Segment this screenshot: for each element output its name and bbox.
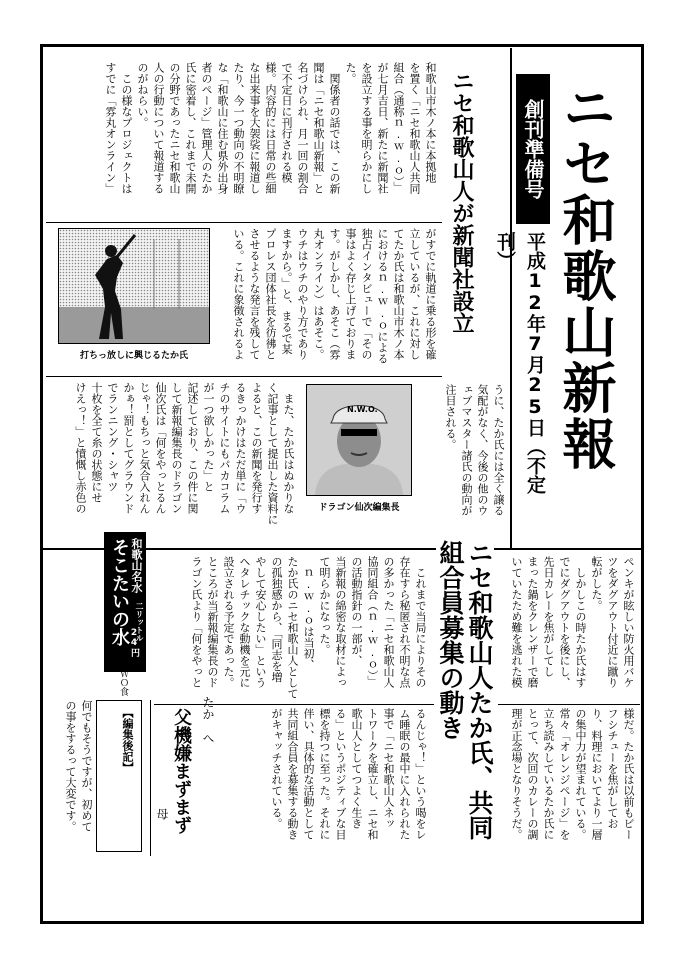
sports-line: しかしこの時たか氏はす — [574, 556, 587, 688]
cooperative-line: の孤独感から、「同志を増 — [270, 556, 283, 683]
founding-line: チのサイトにもパカコラム — [218, 382, 231, 514]
sports-line: でにダグアウトを後にし、 — [558, 556, 571, 688]
cooperative-line: 存在すら秘匿され不明な点 — [398, 556, 411, 688]
golfer-silhouette-icon — [59, 229, 209, 343]
founding-body-a — [50, 62, 438, 212]
cooperative-line: やして安心したい」という — [254, 556, 267, 688]
founding-line: を置く「ニセ和歌山人共同 — [408, 62, 421, 194]
founding-line: いる。これに象徴されるよ — [232, 228, 245, 360]
founding-line: この様なプロジェクトは — [120, 62, 133, 194]
sports-line: 様だ。たか氏は以前もビー — [622, 708, 635, 840]
founding-line: させるような発言を残して — [248, 228, 261, 360]
founding-line: く記事として提出した資料に — [266, 382, 279, 525]
editor-portrait-icon — [307, 385, 411, 495]
rule-letter — [150, 700, 151, 856]
founding-line: 様。内容的には日常の些細 — [264, 62, 277, 194]
cooperative-line: 標を持つに至った。それに — [318, 708, 331, 840]
founding-line: がすでに軌道に乗る形を確 — [424, 228, 437, 360]
editor-note-line: 何でもそうですが、初めて — [80, 700, 93, 832]
sports-body-a — [500, 556, 636, 702]
cooperative-line: 歌山人としてつよく生き — [350, 708, 363, 829]
issue-date: 平成12年7月25日（不定刊） — [494, 232, 546, 494]
cooperative-line: がキャッチされている。 — [270, 708, 283, 829]
founding-line: のがねらい。 — [136, 62, 149, 128]
founding-line: 丸オンライン）はあそこ。 — [312, 228, 325, 360]
cooperative-line: 協同組合（ｎ.ｗ.ｏ）」 — [366, 556, 379, 687]
golf-photo — [58, 228, 210, 344]
ad-price: 24円 — [129, 628, 139, 657]
founding-line: におけるｎ.ｗ.ｏによる — [376, 228, 389, 364]
sports-line: いていたため難を逃れた模 — [510, 556, 523, 688]
founding-line: 事はよく存じ上げておりま — [344, 228, 357, 360]
founding-line: じゃ！もちっと気合入れん — [138, 382, 151, 514]
founding-line: 十枚を全て糸の状態にせ — [90, 382, 103, 503]
sports-body-b — [500, 708, 636, 854]
founding-line: 聞は「ニセ和歌山新報」と — [312, 62, 325, 194]
founding-line: かぁ！罰としてグラウンド — [122, 382, 135, 514]
cooperative-line: ところが当新報編集長のド — [206, 556, 219, 688]
masthead-title: ニセ和歌山新報 — [554, 80, 618, 472]
letter-from: 母 — [155, 808, 169, 820]
founding-line: ェブマスター諸氏の動向が — [460, 384, 473, 516]
founding-line: を設立する事を明らかにし — [360, 62, 373, 194]
founding-line: す。がしかし、あそこ（雰 — [328, 228, 341, 360]
founding-line: たり、今一つ動向の不明瞭 — [232, 62, 245, 194]
ad-size: 二リットル — [135, 602, 144, 642]
rule-founding-2 — [46, 376, 442, 377]
founding-line: 立しているが、これに対し — [408, 228, 421, 360]
founding-line: が一つ欲しかった」と — [202, 382, 215, 492]
cooperative-line: ｎ.ｗ.ｏは当初、 — [302, 556, 315, 670]
founding-line: 関係者の話では、この新 — [328, 62, 341, 194]
founding-headline-block — [446, 70, 476, 380]
founding-line: な「和歌山に住む県外出身 — [216, 62, 229, 194]
founding-line: ますから。」と、まるで某 — [280, 228, 293, 355]
cooperative-headline-block — [436, 540, 494, 840]
cooperative-line: 共同組合員を募集する動き — [286, 708, 299, 840]
masthead-divider — [510, 48, 512, 548]
sports-line: の集中力が望まれている。 — [574, 708, 587, 840]
founding-line: 者のページ」管理人のたか — [200, 62, 213, 194]
sports-line: 先日カレーを焦がしてし — [542, 556, 555, 677]
founding-line: また、たか氏はぬかりな — [282, 382, 295, 514]
founding-body-b — [220, 228, 438, 368]
sports-line: ツをダグアウト付近に蹴り — [606, 556, 619, 688]
sports-line: とって、次回のカレーの調 — [526, 708, 539, 840]
letter-to: たか へ — [201, 696, 215, 744]
editor-note-line: の事をするって大変です。 — [64, 700, 77, 832]
founding-line: けえっ！」と憤慨し赤色の — [74, 382, 87, 514]
founding-line: な出来事を大袈裟に報道し — [248, 62, 261, 194]
editor-note-body — [48, 700, 94, 850]
founding-line: 和歌山市木ノ本に本拠地 — [424, 62, 437, 183]
cooperative-line: 当新報の綿密な取材によっ — [334, 556, 347, 688]
editor-note — [96, 700, 142, 852]
founding-line: すでに「雰丸オンライン」 — [104, 62, 117, 194]
cooperative-headline: ニセ和歌山人たか氏、共同組合員募集の動き — [436, 540, 494, 840]
founding-line: 独占インタビューで「その — [360, 228, 373, 360]
sports-line: ペンキが眩しい防火用バケ — [622, 556, 635, 688]
cooperative-line: 伴い、具体的な活動として — [302, 708, 315, 840]
cooperative-line: るんじゃ！」という喝をレ — [414, 708, 427, 840]
cooperative-line: 事で「ニセ和歌山人ネッ — [382, 708, 395, 829]
rule-cooperative — [154, 704, 434, 705]
founding-line: よると、この新聞を発行す — [250, 382, 263, 514]
founding-headline: ニセ和歌山人が新聞社設立 — [446, 70, 476, 380]
cooperative-body-a — [156, 556, 428, 702]
cooperative-line: て明らかになった。 — [318, 556, 331, 655]
founding-line: が七月吉日、新たに新聞社 — [376, 62, 389, 194]
founding-line: 氏に密着し、これまで未開 — [184, 62, 197, 194]
founding-line: でランニング・シャツ — [106, 382, 119, 492]
cooperative-line: 設立される予定であった。 — [222, 556, 235, 688]
rule-founding — [46, 222, 442, 223]
founding-body-d — [50, 382, 296, 542]
rule-sports — [498, 704, 640, 705]
cooperative-line: たか氏のニセ和歌山人として — [286, 556, 299, 699]
dragon-photo-caption: ドラゴン仙次編集長 — [318, 503, 400, 513]
founding-line: 注目される。 — [444, 384, 457, 450]
founding-line: 人の行動について報道する — [152, 62, 165, 194]
founding-line: 気配がなく、今後の他のウ — [476, 384, 489, 516]
ad-maker: ＮＷＯ食品 — [105, 660, 128, 696]
sports-line: フシチューを焦がしてお — [606, 708, 619, 829]
founding-line: 組合（通称ｎ.ｗ.ｏ）」 — [392, 62, 405, 193]
sports-line: 転がした。 — [590, 556, 603, 611]
ad-product: そこたいの水 — [109, 538, 130, 646]
dragon-photo — [306, 384, 412, 496]
sports-line: 常々「オレンジページ」を — [558, 708, 571, 840]
cooperative-line: の活動指針の一部が、 — [350, 556, 363, 666]
founding-line: で不定日に刊行される模 — [280, 62, 293, 183]
cap-logo: N.W.O. — [347, 405, 378, 414]
cooperative-line: ラゴン氏より「何をやっと — [190, 556, 203, 688]
cooperative-body-b — [240, 708, 428, 854]
ad-label: 和歌山名水 — [130, 538, 143, 593]
founding-line: プロレス団体社長を彷彿と — [264, 228, 277, 360]
cooperative-line: の多かった「ニセ和歌山人 — [382, 556, 395, 688]
cooperative-line: ヘタレチックな動機を元に — [238, 556, 251, 688]
water-ad — [104, 532, 146, 672]
golf-photo-caption: 打ちっ放しに興じるたか氏 — [79, 351, 188, 361]
founding-line: うに、たか氏には全く譲る — [492, 384, 505, 516]
founding-line: して新報編集長のドラゴン — [170, 382, 183, 514]
founding-line: ウチはウチのやり方であり — [296, 228, 309, 360]
sports-line: り、料理においてより一層 — [590, 708, 603, 840]
letter-body: 父機嫌まずまず — [171, 708, 192, 834]
founding-line: 記述しており、この件に関 — [186, 382, 199, 514]
cooperative-line: る」というポジティブな目 — [334, 708, 347, 840]
edition-badge: 創刊準備号 — [516, 74, 550, 224]
founding-line: 名づけられ、月一回の割合 — [296, 62, 309, 194]
founding-line: てたか氏は和歌山市木ノ本 — [392, 228, 405, 360]
sports-line: まった鍋をクレンザーで磨 — [526, 556, 539, 688]
founding-line: るきっかけはただ単に「ウ — [234, 382, 247, 514]
sports-line: 理が正念場となりそうだ。 — [510, 708, 523, 840]
cooperative-line: ム睡眠の最中に入れられた — [398, 708, 411, 840]
cooperative-line: トワークを確立し、ニセ和 — [366, 708, 379, 840]
founding-line: 仙次氏は「何をやっとるん — [154, 382, 167, 514]
editor-note-title: 【編集後記】 — [121, 707, 134, 773]
founding-body-c — [420, 384, 506, 544]
founding-line: の分野であったニセ和歌山 — [168, 62, 181, 194]
cooperative-line: これまで当局によりその — [414, 556, 427, 688]
founding-line: た。 — [344, 62, 357, 84]
sports-line: 立ち読みしているたか氏に — [542, 708, 555, 840]
